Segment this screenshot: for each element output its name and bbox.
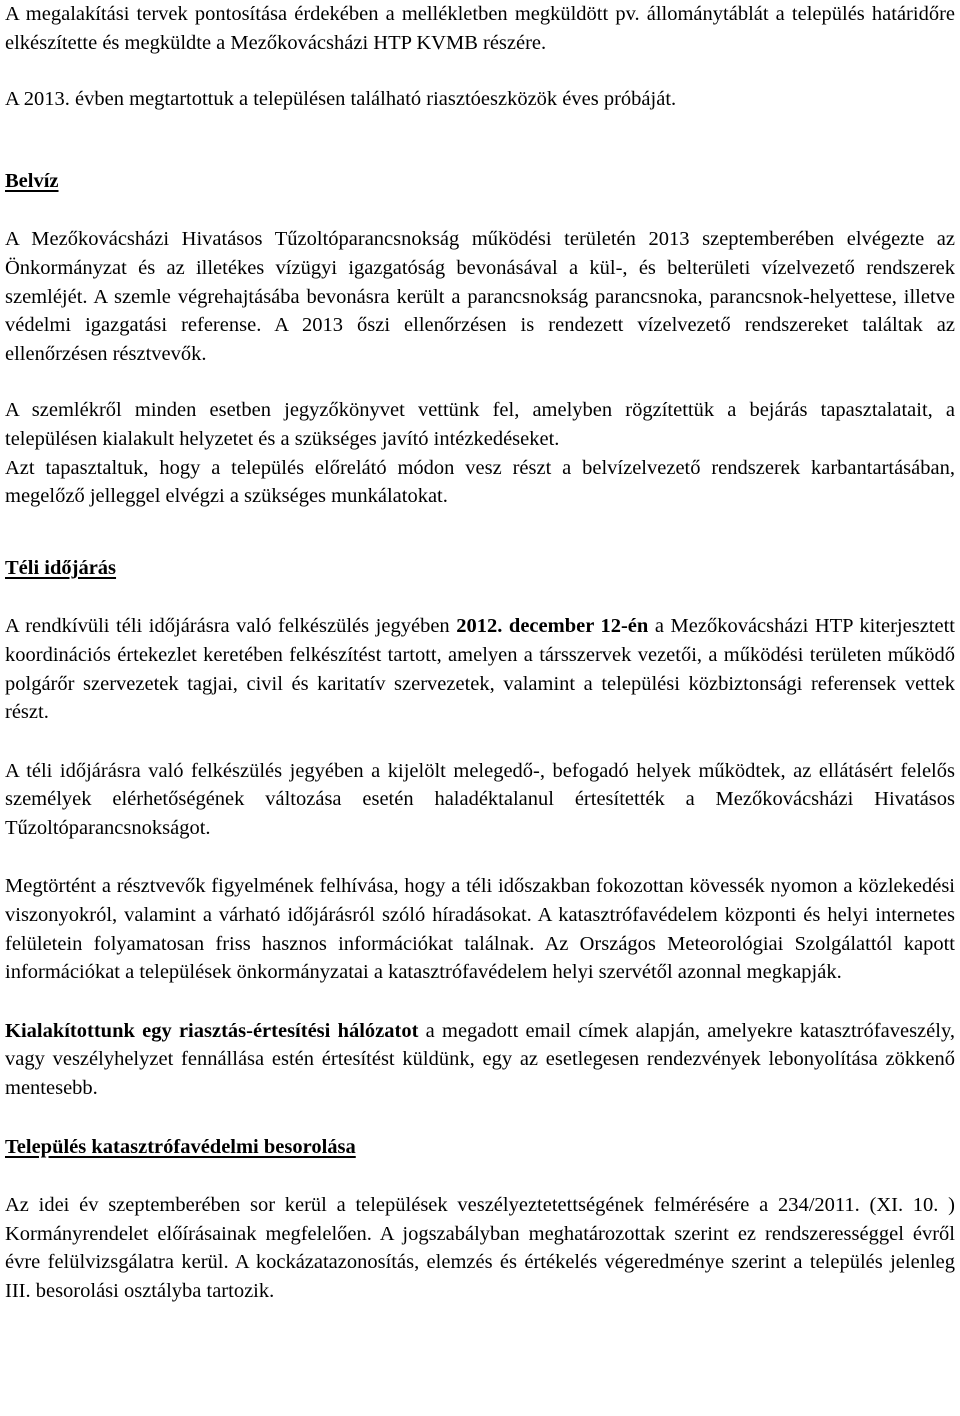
besorolas-paragraph-1: Az idei év szeptemberében sor kerül a települések veszélyeztetettségének felmérésére a 234/2011. (XI. 10. ) Kormányrendelet előírásainak megfelelően. A jogszabályban meghatározottak szerint ez rendszerességgel évről évre felülvizsgálatra kerül. A kockázatazonosítás, elemzés és értékelés végeredménye szerint a település jelenleg III. besorolási osztályba tartozik.	[5, 1194, 955, 1302]
belviz-paragraph-2: A szemlékről minden esetben jegyzőkönyvet vettünk fel, amelyben rögzítettük a bejárás tapasztalatait, a településen kialakult helyzetet és a szükséges javító intézkedéseket.	[5, 399, 955, 450]
teli-p1-date: 2012. december 12-én	[456, 615, 649, 638]
teli-paragraph-2: A téli időjárásra való felkészülés jegyében a kijelölt melegedő-, befogadó helyek működtek, az ellátásért felelős személyek elérhetőségének változása esetén haladéktalanul értesítették a Mezőkovácsházi Hivatásos Tűzoltóparancsnokságot.	[5, 759, 955, 839]
teli-paragraph-1	[5, 612, 955, 726]
teli-paragraph-4	[5, 1017, 955, 1103]
belviz-paragraph-1: A Mezőkovácsházi Hivatásos Tűzoltóparancsnokság működési területén 2013 szeptemberében elvégezte az Önkormányzat és az illetékes vízügyi igazgatóság bevonásával a kül-, és belterületi vízelvezető rendszerek szemléjét. A szemle végrehajtásába bevonásra került a parancsnokság parancsnoka, parancsnok-helyettese, illetve védelmi igazgatási referense. A 2013 őszi ellenőrzésen is rendezett vízelvezető rendszereket találtak az ellenőrzésen résztvevők.	[5, 228, 955, 365]
besorolas-heading: Település katasztrófavédelmi besorolása	[5, 1135, 356, 1158]
document-page	[5, 0, 955, 1306]
teli-p4-post: a megadott email címek alapján, amelyekre katasztrófaveszély, vagy veszélyhelyzet fennállása estén értesítést küldünk, egy az esetlegesen rendezvények lebonyolítása zökkenő mentesebb.	[5, 1019, 955, 1100]
intro-paragraph-2: A 2013. évben megtartottuk a településen található riasztóeszközök éves próbáját.	[5, 88, 677, 111]
belviz-heading: Belvíz	[5, 169, 59, 192]
teli-paragraph-3: Megtörtént a résztvevők figyelmének felhívása, hogy a téli időszakban fokozottan kövessék nyomon a közlekedési viszonyokról, valamint a várható időjárásról szóló híradásokat. A katasztrófavédelem központi és helyi internetes felületein folyamatosan friss hasznos információkat találnak. Az Országos Meteorológiai Szolgálattól kapott információkat a települések önkormányzatai a katasztrófavédelem helyi szervétől azonnal megkapják.	[5, 875, 955, 984]
intro-paragraph-1: A megalakítási tervek pontosítása érdekében a mellékletben megküldött pv. állománytáblát a település határidőre elkészítette és megküldte a Mezőkovácsházi HTP KVMB részére.	[5, 3, 955, 54]
teli-p1-post: a Mezőkovácsházi HTP kiterjesztett koordinációs értekezlet keretében felkészítést tartott, amelyen a társszervek vezetői, a működési területen működő polgárőr szervezetek tagjai, civil és karitatív szervezetek, valamint a települési közbiztonsági referensek vettek részt.	[5, 615, 955, 724]
belviz-paragraph-3: Azt tapasztaltuk, hogy a település előrelátó módon vesz részt a belvízelvezető rendszerek karbantartásában, megelőző jelleggel elvégzi a szükséges munkálatokat.	[5, 456, 955, 508]
teli-heading: Téli időjárás	[5, 556, 117, 579]
teli-p4-bold: Kialakítottunk egy riasztás-értesítési hálózatot	[5, 1019, 419, 1042]
teli-p1-pre: A rendkívüli téli időjárásra való felkészülés jegyében	[5, 615, 457, 638]
